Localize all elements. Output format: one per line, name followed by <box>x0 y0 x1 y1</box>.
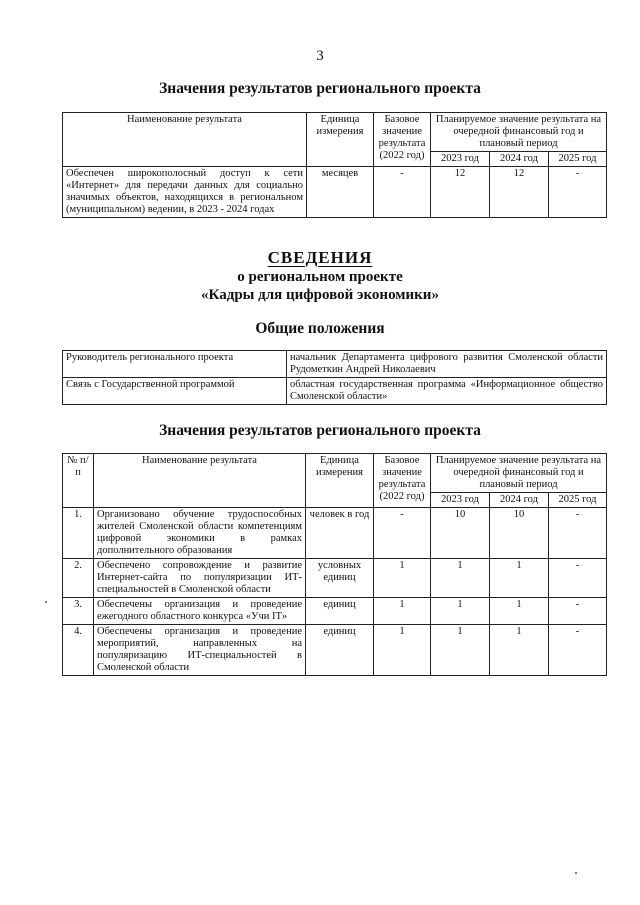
result-name: Обеспечен широкополосный доступ к сети «Интернет» для передачи данных для социально значимых объектов, находящихся в региональном (муниципальном) ведении, в 2023 - 2024 годах <box>63 167 307 218</box>
general-value: начальник Департамента цифрового развития Смоленской области Рудометкин Андрей Николаевич <box>287 351 607 378</box>
result-unit: условных единиц <box>306 559 374 598</box>
header-base: Базовое значение результата (2022 год) <box>374 454 431 508</box>
general-label: Связь с Государственной программой <box>63 378 287 405</box>
project-name: «Кадры для цифровой экономики» <box>201 287 439 303</box>
results-table-2 <box>62 453 607 676</box>
header-2024: 2024 год <box>490 493 549 508</box>
general-info-table <box>62 350 607 405</box>
result-name: Обеспечены организация и проведение ежегодного областного конкурса «Учи IT» <box>94 598 306 625</box>
header-unit: Единица измерения <box>307 113 374 167</box>
result-2023: 1 <box>431 598 490 625</box>
result-base: 1 <box>374 625 431 676</box>
result-base: - <box>374 167 431 218</box>
row-num: 4. <box>63 625 94 676</box>
header-2024: 2024 год <box>490 152 549 167</box>
result-2023: 10 <box>431 508 490 559</box>
result-2023: 1 <box>431 559 490 598</box>
section2-title: Значения результатов регионального проекта <box>159 422 481 439</box>
row-num: 1. <box>63 508 94 559</box>
header-2025: 2025 год <box>549 493 607 508</box>
result-2025: - <box>549 559 607 598</box>
table-row <box>63 378 607 405</box>
table-row <box>63 508 607 559</box>
result-2024: 12 <box>490 167 549 218</box>
header-unit: Единица измерения <box>306 454 374 508</box>
result-2025: - <box>549 625 607 676</box>
page-number: 3 <box>316 48 324 64</box>
table-row <box>63 625 607 676</box>
header-2023: 2023 год <box>431 493 490 508</box>
project-heading: СВЕДЕНИЯ <box>267 248 373 267</box>
row-num: 2. <box>63 559 94 598</box>
header-name: Наименование результата <box>94 454 306 508</box>
header-base: Базовое значение результата (2022 год) <box>374 113 431 167</box>
scan-speck <box>575 872 577 874</box>
result-base: 1 <box>374 598 431 625</box>
result-2024: 1 <box>490 598 549 625</box>
header-2025: 2025 год <box>549 152 607 167</box>
row-num: 3. <box>63 598 94 625</box>
result-unit: единиц <box>306 598 374 625</box>
general-title: Общие положения <box>255 320 385 337</box>
table-row <box>63 598 607 625</box>
header-name: Наименование результата <box>63 113 307 167</box>
header-num: № п/п <box>63 454 94 508</box>
table-row <box>63 351 607 378</box>
result-unit: человек в год <box>306 508 374 559</box>
results-table-1 <box>62 112 607 218</box>
header-planned: Планируемое значение результата на очередной финансовый год и плановый период <box>431 113 607 152</box>
table-row <box>63 559 607 598</box>
result-name: Организовано обучение трудоспособных жителей Смоленской области компетенциям цифровой экономики в рамках дополнительного образования <box>94 508 306 559</box>
result-2025: - <box>549 508 607 559</box>
header-planned: Планируемое значение результата на очередной финансовый год и плановый период <box>431 454 607 493</box>
result-2024: 10 <box>490 508 549 559</box>
result-base: - <box>374 508 431 559</box>
result-base: 1 <box>374 559 431 598</box>
result-2025: - <box>549 167 607 218</box>
result-2025: - <box>549 598 607 625</box>
table-row <box>63 167 607 218</box>
general-label: Руководитель регионального проекта <box>63 351 287 378</box>
result-unit: месяцев <box>307 167 374 218</box>
scan-speck <box>45 601 47 603</box>
header-2023: 2023 год <box>431 152 490 167</box>
result-unit: единиц <box>306 625 374 676</box>
result-2024: 1 <box>490 625 549 676</box>
general-value: областная государственная программа «Информационное общество Смоленской области» <box>287 378 607 405</box>
result-name: Обеспечено сопровождение и развитие Интернет-сайта по популяризации ИТ-специальностей в Смоленской области <box>94 559 306 598</box>
section1-title: Значения результатов регионального проекта <box>159 80 481 97</box>
project-subtitle: о региональном проекте <box>237 269 403 285</box>
result-name: Обеспечены организация и проведение мероприятий, направленных на популяризацию ИТ-специальностей в Смоленской области <box>94 625 306 676</box>
result-2024: 1 <box>490 559 549 598</box>
result-2023: 12 <box>431 167 490 218</box>
result-2023: 1 <box>431 625 490 676</box>
